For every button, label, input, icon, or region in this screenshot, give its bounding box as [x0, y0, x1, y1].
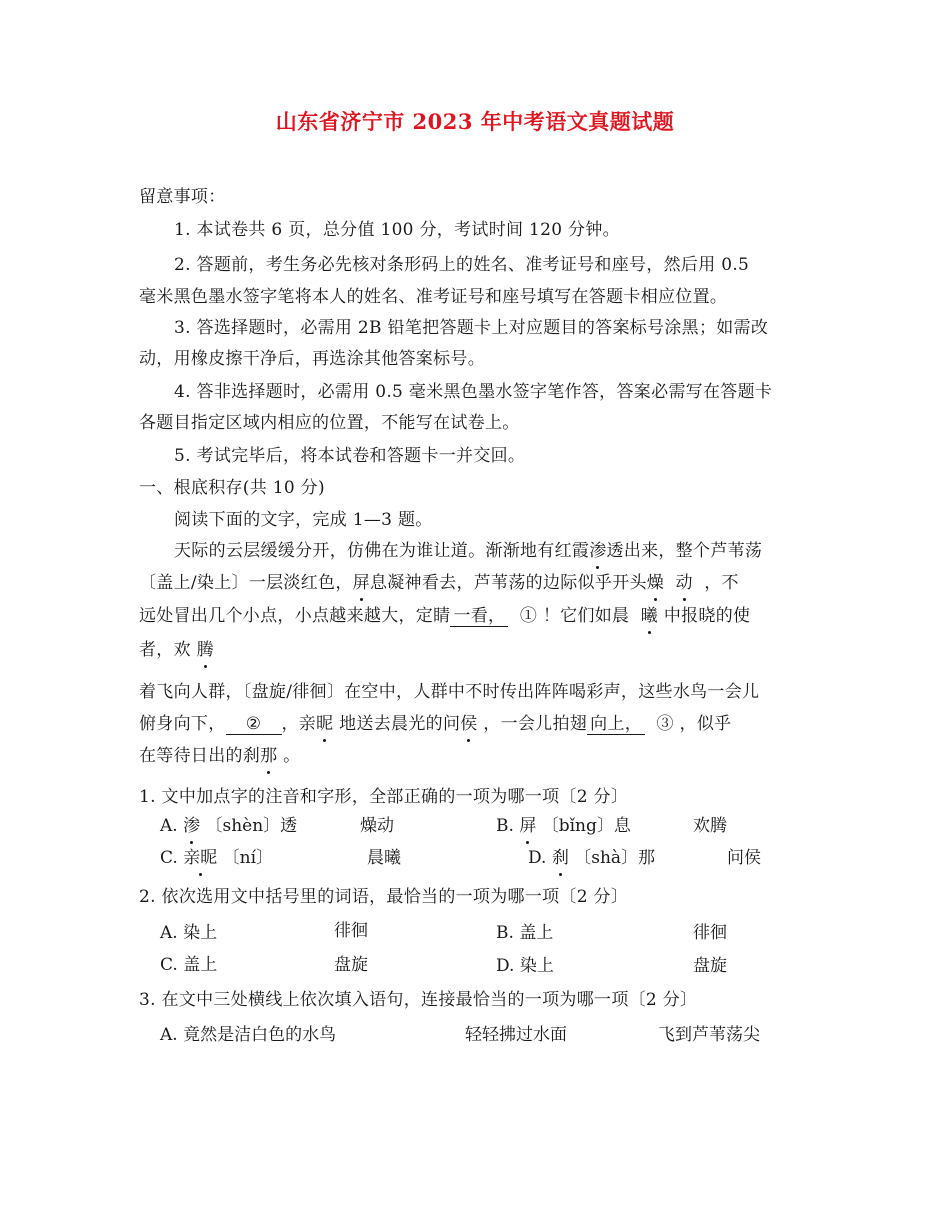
option-b: B. 屏 〔bǐng〕息	[496, 816, 631, 836]
option-b-word: 徘徊	[693, 923, 727, 943]
option-c: C. 盖上	[160, 955, 218, 975]
dotted-char: 屏	[352, 573, 370, 593]
option-a: A. 渗 〔shèn〕透	[160, 816, 298, 836]
option-d: D. 染上	[496, 956, 554, 976]
passage-line: 着飞向人群，〔盘旋/徘徊〕在空中，人群中不时传出阵阵喝彩声，这些水鸟一会儿	[139, 682, 760, 702]
passage-line: 远处冒出几个小点，小点越来越大，定睛 一看， ① ！它们如晨 曦 中报晓的使	[139, 606, 751, 626]
question-stem: 3. 在文中三处横线上依次填入语句，连接最恰当的一项为哪一项〔2 分〕	[139, 990, 698, 1010]
blank-marker-2: ②	[226, 714, 282, 735]
dotted-char: 刹	[551, 848, 569, 868]
dotted-char: 那	[260, 746, 278, 766]
option-c-word: 盘旋	[334, 955, 368, 975]
question-stem: 1. 文中加点字的注音和字形，全部正确的一项为哪一项〔2 分〕	[139, 787, 629, 807]
option-a: A. 竟然是洁白色的水鸟	[160, 1025, 337, 1045]
dotted-char: 侯	[460, 714, 478, 734]
passage-line: 者，欢 腾	[139, 640, 214, 660]
passage-line: 〔盖上/染上〕一层淡红色，屏息凝神看去，芦苇荡的边际似乎开头燥 动 ，不	[139, 573, 739, 593]
option-a-word: 徘徊	[334, 921, 368, 941]
question-stem: 2. 依次选用文中括号里的词语，最恰当的一项为哪一项〔2 分〕	[139, 887, 629, 907]
option-d-word: 问侯	[727, 848, 761, 868]
dotted-char: 曦	[640, 606, 659, 626]
passage-line: 天际的云层缓缓分开，仿佛在为谁让道。渐渐地有红霞渗透出来，整个芦苇荡	[174, 541, 763, 561]
option-d-word: 盘旋	[693, 956, 727, 976]
blank-marker-3: ③	[656, 714, 674, 734]
passage-line: 俯身向下， ② ，亲昵 地送去晨光的问侯 ，一会儿拍翅 向上， ③ ，似乎	[139, 714, 732, 734]
passage-line: 在等待日出的刹那 。	[139, 746, 301, 766]
option-c: C. 亲昵 〔ní〕	[160, 848, 274, 868]
notice-item: 1. 本试卷共 6 页，总分值 100 分，考试时间 120 分钟。	[174, 220, 620, 240]
option-b-word: 欢腾	[693, 816, 727, 836]
notice-item: 2. 答题前，考生务必先核对条形码上的姓名、准考证号和座号，然后用 0.5	[174, 255, 750, 275]
option-a-word: 燥动	[360, 816, 394, 836]
dotted-char: 渗	[183, 816, 201, 836]
dotted-char: 亲昵	[183, 848, 218, 868]
dotted-char: 腾	[196, 640, 214, 660]
dotted-char: 动	[675, 573, 693, 593]
notice-item: 毫米黑色墨水签字笔将本人的姓名、准考证号和座号填写在答题卡相应位置。	[139, 287, 728, 307]
option-a: A. 染上	[160, 923, 218, 943]
notice-item: 各题目指定区域内相应的位置，不能写在试卷上。	[139, 413, 520, 433]
dotted-char: 渗	[589, 541, 607, 561]
notice-heading: 留意事项：	[139, 187, 226, 207]
section-instruction: 阅读下面的文字，完成 1—3 题。	[174, 510, 433, 530]
page-title: 山东省济宁市 2023 年中考语文真题试题	[275, 109, 675, 134]
section-heading: 一、根底积存(共 10 分)	[139, 478, 325, 498]
dotted-char: 屏	[519, 816, 537, 836]
option-d: D. 刹 〔shà〕那	[528, 848, 656, 868]
option-c-word: 晨曦	[367, 848, 401, 868]
notice-item: 4. 答非选择题时，必需用 0.5 毫米黑色墨水签字笔作答，答案必需写在答题卡	[174, 382, 773, 402]
option-a-phrase-3: 飞到芦苇荡尖	[658, 1025, 760, 1045]
notice-item: 动，用橡皮擦干净后，再选涂其他答案标号。	[139, 349, 485, 369]
blank-underline: 向上，	[587, 714, 645, 735]
dotted-char: 昵	[316, 714, 334, 734]
notice-item: 3. 答选择题时，必需用 2B 铅笔把答题卡上对应题目的答案标号涂黑；如需改	[174, 318, 769, 338]
option-a-phrase-2: 轻轻拂过水面	[465, 1025, 567, 1045]
notice-item: 5. 考试完毕后，将本试卷和答题卡一并交回。	[174, 446, 526, 466]
blank-underline: 一看，	[450, 606, 508, 627]
blank-marker-1: ①	[519, 606, 538, 626]
dotted-char: 燥	[646, 573, 665, 593]
option-b: B. 盖上	[496, 923, 554, 943]
